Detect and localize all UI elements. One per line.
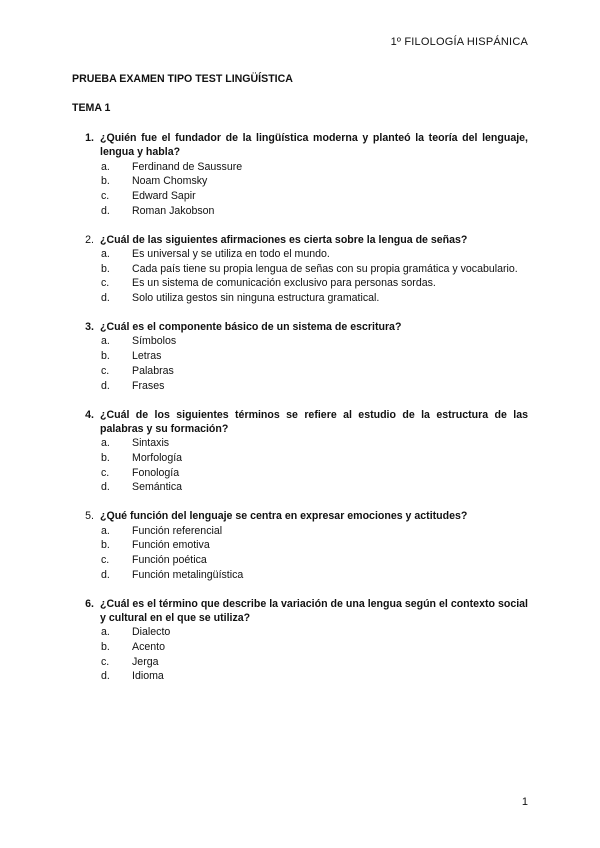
question-text: ¿Cuál de los siguientes términos se refiere al estudio de la estructura de las palabras y su formación? <box>100 408 528 435</box>
option-text: Sintaxis <box>132 437 170 450</box>
option-text: Idioma <box>132 670 164 683</box>
option-item <box>72 568 528 583</box>
option-text: Edward Sapir <box>132 190 196 202</box>
option-list <box>72 160 528 219</box>
option-text: Símbolos <box>132 335 177 348</box>
option-item <box>72 451 528 466</box>
question-heading <box>72 233 528 247</box>
option-item <box>72 655 528 670</box>
question-heading <box>72 320 528 334</box>
question-text: ¿Qué función del lenguaje se centra en expresar emociones y actitudes? <box>100 510 468 523</box>
option-item <box>72 538 528 553</box>
option-letter: c. <box>101 277 110 290</box>
option-item <box>72 466 528 481</box>
option-text: Semántica <box>132 481 183 494</box>
question <box>72 233 528 306</box>
question-number: 4. <box>85 408 94 421</box>
option-text: Fonología <box>132 466 180 479</box>
option-item <box>72 640 528 655</box>
option-letter: c. <box>101 364 110 377</box>
option-item <box>72 160 528 175</box>
option-letter: d. <box>101 568 110 581</box>
option-text: Función metalingüística <box>132 568 244 581</box>
question <box>72 320 528 393</box>
page-number: 1 <box>521 796 528 808</box>
option-letter: d. <box>101 379 110 392</box>
option-text: Cada país tiene su propia lengua de señas con su propia gramática y vocabulario. <box>132 262 518 275</box>
option-item <box>72 174 528 189</box>
option-text: Dialecto <box>132 626 171 639</box>
question-number: 3. <box>85 321 94 334</box>
question-heading <box>72 597 528 626</box>
option-letter: a. <box>101 160 110 173</box>
option-letter: c. <box>101 655 110 668</box>
option-item <box>72 291 528 306</box>
question-number: 2. <box>85 233 94 246</box>
option-text: Frases <box>132 379 165 392</box>
option-text: Función emotiva <box>132 539 210 552</box>
option-list <box>72 625 528 684</box>
option-letter: a. <box>101 626 110 639</box>
option-letter: b. <box>101 175 110 188</box>
option-text: Función referencial <box>132 524 223 537</box>
option-letter: b. <box>101 539 110 552</box>
question-text: ¿Quién fue el fundador de la lingüística moderna y planteó la teoría del lenguaje, lengua y habla? <box>100 132 528 159</box>
option-text: Es un sistema de comunicación exclusivo para personas sordas. <box>132 277 436 290</box>
section-heading: TEMA 1 <box>72 102 111 114</box>
question <box>72 509 528 582</box>
option-text: Acento <box>132 640 165 653</box>
option-text: Letras <box>132 350 162 363</box>
option-letter: d. <box>101 481 110 494</box>
question-list <box>72 131 528 698</box>
option-text: Morfología <box>132 451 183 464</box>
option-list <box>72 334 528 393</box>
option-text: Ferdinand de Saussure <box>132 160 243 173</box>
option-item <box>72 334 528 349</box>
option-text: Jerga <box>132 655 159 668</box>
question-heading <box>72 509 528 523</box>
option-item <box>72 349 528 364</box>
option-item <box>72 262 528 277</box>
option-list <box>72 247 528 306</box>
question <box>72 597 528 684</box>
option-text: Noam Chomsky <box>132 175 208 188</box>
option-text: Función poética <box>132 553 207 566</box>
option-letter: a. <box>101 248 110 260</box>
option-item <box>72 379 528 394</box>
option-item <box>72 364 528 379</box>
question-number: 1. <box>85 132 94 144</box>
option-letter: b. <box>101 262 110 275</box>
question-text: ¿Cuál es el término que describe la variación de una lengua según el contexto social y cultural en el que se utiliza? <box>100 597 528 624</box>
question-text: ¿Cuál de las siguientes afirmaciones es cierta sobre la lengua de señas? <box>100 233 468 246</box>
option-item <box>72 189 528 204</box>
page-header-course: 1º FILOLOGÍA HISPÁNICA <box>390 36 528 48</box>
question-number: 5. <box>85 510 94 523</box>
option-letter: d. <box>101 204 110 217</box>
option-text: Roman Jakobson <box>132 204 215 217</box>
option-letter: a. <box>101 524 110 537</box>
option-item <box>72 669 528 684</box>
option-item <box>72 247 528 262</box>
option-letter: c. <box>101 553 110 566</box>
option-list <box>72 524 528 583</box>
option-letter: d. <box>101 292 110 305</box>
question-number: 6. <box>85 597 94 610</box>
question-heading <box>72 408 528 437</box>
document-title: PRUEBA EXAMEN TIPO TEST LINGÜÍSTICA <box>72 73 293 85</box>
option-letter: b. <box>101 451 110 464</box>
option-letter: b. <box>101 640 110 653</box>
option-item <box>72 553 528 568</box>
option-item <box>72 276 528 291</box>
question-text: ¿Cuál es el componente básico de un sistema de escritura? <box>100 321 402 334</box>
question <box>72 408 528 495</box>
option-item <box>72 524 528 539</box>
option-item <box>72 204 528 219</box>
option-item <box>72 480 528 495</box>
option-item <box>72 436 528 451</box>
option-letter: c. <box>101 190 110 202</box>
option-letter: d. <box>101 670 110 683</box>
question-heading <box>72 131 528 160</box>
option-text: Es universal y se utiliza en todo el mundo. <box>132 248 330 260</box>
option-letter: a. <box>101 335 110 348</box>
option-letter: a. <box>101 437 110 450</box>
option-letter: b. <box>101 350 110 363</box>
option-letter: c. <box>101 466 110 479</box>
option-item <box>72 625 528 640</box>
option-text: Solo utiliza gestos sin ninguna estructura gramatical. <box>132 292 380 305</box>
question <box>72 131 528 218</box>
option-list <box>72 436 528 495</box>
option-text: Palabras <box>132 364 174 377</box>
